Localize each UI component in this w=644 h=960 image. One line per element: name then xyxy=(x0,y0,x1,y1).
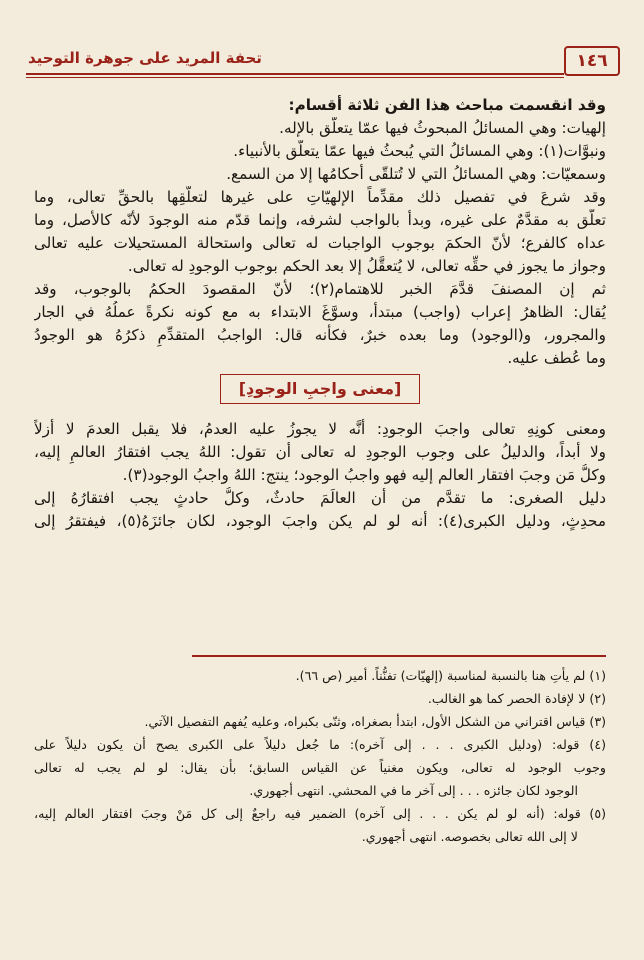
body-line: وما عُطف عليه. xyxy=(507,349,606,367)
body-line: وقد انقسمت مباحث هذا الفن ثلاثة أقسام: xyxy=(288,96,606,114)
body-line: ثم إن المصنفَ قدَّمَ الخبر للاهتمام(٢)؛ لأنّ المقصودَ الحكمُ بالوجوب، وقد xyxy=(34,280,606,298)
body-line: وسمعيّات: وهي المسائلُ التي لا تُتلقّى أحكامُها إلا من السمع. xyxy=(226,165,606,183)
body-line: عداه كالفرع؛ لأنّ الحكمَ بوجوب الواجبات له تعالى واستحالة المستحيلات عليه تعالى xyxy=(34,234,606,252)
main-text xyxy=(34,94,606,533)
footnote-continuation: الوجود لكان جائزه . . . إلى آخر ما في المحشي. انتهى أجهوري. xyxy=(249,783,578,798)
section-line: دليل الصغرى: ما تقدَّم من أن العالَمَ حادثٌ، وكلُّ حادثٍ يجب افتقارُهُ إلى xyxy=(34,489,606,507)
footnote-number: (٥) xyxy=(589,806,606,821)
footnote-separator xyxy=(192,655,606,657)
footnote xyxy=(34,802,606,825)
section-title: [معنى واجبِ الوجودِ] xyxy=(220,374,421,404)
body-line: وجواز ما يجوز في حقِّه تعالى، لا يُتعقَّلُ إلا بعد الحكم بوجوب الوجودِ له تعالى. xyxy=(127,257,606,275)
section-line: وكلُّ مَن وجبَ افتقار العالم إليه فهو واجبُ الوجود؛ ينتج: اللهُ واجبُ الوجود(٣). xyxy=(122,466,606,484)
header-rule xyxy=(26,73,564,75)
footnote-number: (٤) xyxy=(589,737,606,752)
section-heading xyxy=(34,374,606,410)
footnote xyxy=(34,664,606,687)
body-line: تعلَّق به مقدَّمٌ على غيره، وبدأ بالواجب لشرفه، وإنما قدّم منه الوجودَ لأنّه كالأصل، وما xyxy=(34,211,606,229)
footnote xyxy=(34,710,606,733)
page-header xyxy=(26,42,620,78)
footnote-continuation: وجوب الوجود له تعالى، ويكون مغنياً عن القياس السابق؛ بأن يقال: لو لم يجب له تعالى xyxy=(34,760,606,775)
footnote-number: (٣) xyxy=(589,714,606,729)
footnote xyxy=(34,733,606,756)
section-line: ولا أبداً، والدليلُ على وجوب الوجودِ له تعالى أن تقول: اللهُ يجب افتقارُ العالمِ إليه، xyxy=(34,443,606,461)
header-rule-thin xyxy=(26,77,564,78)
body-line: ونبوَّات(١): وهي المسائلُ التي يُبحثُ فيها عمّا يتعلَّق بالأنبياء. xyxy=(233,142,606,160)
footnote-number: (١) xyxy=(589,668,606,683)
body-line: إلهيات: وهي المسائلُ المبحوثُ فيها عمّا يتعلَّق بالإله. xyxy=(279,119,606,137)
footnote-text: قياس اقتراني من الشكل الأول، ابتدأ بصغراه، وثنّى بكبراه، وعليه يُفهم التفصيل الآتي. xyxy=(144,714,586,729)
body-line: وقد شرعَ في تفصيل ذلك مقدِّماً الإلهيّاتِ على غيرها لتعلُّقِها بالحقِّ تعالى، وما xyxy=(34,188,606,206)
footnote-text: لم يأتِ هنا بالنسبة لمناسبة (إلهيّات) تفنُّناً. أمير (ص ٦٦). xyxy=(295,668,586,683)
footnote xyxy=(34,687,606,710)
running-title: تحفة المريد على جوهرة التوحيد xyxy=(28,49,262,67)
page-number: ١٤٦ xyxy=(564,46,620,76)
footnote-continuation: لا إلى الله تعالى بخصوصه. انتهى أجهوري. xyxy=(361,829,578,844)
footnote-text: لا لإفادة الحصر كما هو الغالب. xyxy=(427,691,586,706)
section-line: محدِثٍ، ودليل الكبرى(٤): أنه لو لم يكن واجبَ الوجود، لكان جائزَهُ(٥)، فيفتقرُ إلى xyxy=(34,512,606,530)
footnote-number: (٢) xyxy=(589,691,606,706)
footnote-text: قوله: (أنه لو لم يكن . . . إلى آخره) الضمير فيه راجعٌ إلى كل مَنْ وجبَ افتقار العالم إليه، xyxy=(34,806,581,821)
section-line: ومعنى كونِهِ تعالى واجبَ الوجودِ: أنَّه لا يجوزُ عليه العدمُ، فلا يقبل العدمَ لا أزلاً xyxy=(34,420,606,438)
body-line: والمجرور، و(الوجود) وما بعده خبرٌ، فكأنه قال: الواجبُ المتقدِّمِ ذكرُهُ هو الوجودُ xyxy=(34,326,606,344)
footnotes xyxy=(34,664,606,848)
footnote-text: قوله: (ودليل الكبرى . . . إلى آخره): ما جُعل دليلاً على الكبرى يصح أن يكون دليلاً على xyxy=(34,737,580,752)
body-line: يُقال: الظاهرُ إعراب (واجب) مبتدأ، وسوَّغَ الابتداء به مع كونه نكرةً عملُهُ في الجار xyxy=(34,303,606,321)
